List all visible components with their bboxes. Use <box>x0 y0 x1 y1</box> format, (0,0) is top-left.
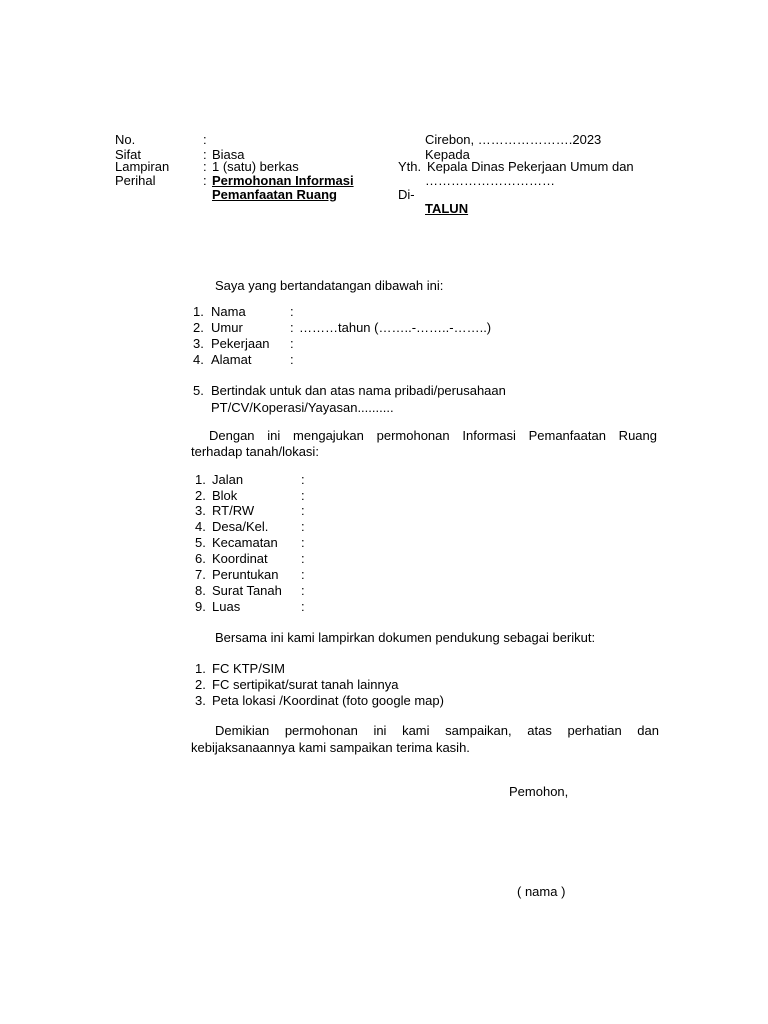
list-item <box>195 599 305 615</box>
list-item <box>195 503 305 519</box>
item-number: 8. <box>195 583 206 598</box>
item-label: Peruntukan <box>212 567 279 582</box>
item-sep: : <box>301 599 305 614</box>
item-number: 5. <box>195 535 206 550</box>
closing-paragraph: Demikian permohonan ini kami sampaikan, atas perhatian dan kebijaksanaannya kami sampaikan terima kasih. <box>191 723 659 755</box>
list-item <box>193 304 294 320</box>
item-value: ………tahun (……..-……..-……..) <box>299 320 492 335</box>
item-sep: : <box>290 336 294 351</box>
meta-sep: : <box>203 147 207 162</box>
list-item <box>195 567 305 583</box>
list-item <box>195 677 399 693</box>
meta-sep: : <box>203 173 207 188</box>
list-item <box>193 336 294 352</box>
di: Di- <box>398 187 415 202</box>
item-sep: : <box>301 488 305 503</box>
list-item <box>193 320 492 336</box>
attachments-intro: Bersama ini kami lampirkan dokumen pendukung sebagai berikut: <box>215 630 596 645</box>
item-sep: : <box>301 535 305 550</box>
item-label: RT/RW <box>212 503 255 518</box>
list-item <box>195 472 305 488</box>
item-sep: : <box>301 567 305 582</box>
item-number: 4. <box>195 519 206 534</box>
list-item <box>195 583 305 599</box>
meta-value-subject: Pemanfaatan Ruang <box>212 187 337 202</box>
item-number: 5. <box>193 383 204 398</box>
item-text: Peta lokasi /Koordinat (foto google map) <box>212 693 444 708</box>
meta-sep: : <box>203 132 207 147</box>
list-item <box>195 693 444 709</box>
list-item <box>193 352 294 368</box>
item-sep: : <box>301 519 305 534</box>
item-number: 3. <box>193 336 204 351</box>
item-sep: : <box>290 320 294 335</box>
item-sep: : <box>301 583 305 598</box>
city: TALUN <box>425 201 469 216</box>
meta-value: 1 (satu) berkas <box>212 159 299 174</box>
item5-line1: Bertindak untuk dan atas nama pribadi/perusahaan <box>211 383 506 398</box>
list-item <box>195 519 305 535</box>
item-label: Kecamatan <box>212 535 278 550</box>
item-sep: : <box>301 472 305 487</box>
date-line: Cirebon, ………………….2023 <box>425 132 602 147</box>
item-number: 2. <box>195 488 206 503</box>
item-number: 4. <box>193 352 204 367</box>
item-label: Luas <box>212 599 241 614</box>
meta-value-subject: Permohonan Informasi <box>212 173 354 188</box>
item-number: 1. <box>195 661 206 676</box>
item-sep: : <box>301 551 305 566</box>
meta-label: No. <box>115 132 136 147</box>
request-paragraph: Dengan ini mengajukan permohonan Informasi Pemanfaatan Ruang terhadap tanah/lokasi: <box>191 428 657 459</box>
item-number: 3. <box>195 693 206 708</box>
item-number: 6. <box>195 551 206 566</box>
item-label: Surat Tanah <box>212 583 282 598</box>
item-number: 1. <box>193 304 204 319</box>
list-item <box>195 488 305 504</box>
meta-row-no <box>115 132 207 148</box>
list-item-5 <box>193 383 506 399</box>
item-sep: : <box>301 503 305 518</box>
recipient-line1: Kepala Dinas Pekerjaan Umum dan <box>427 159 634 174</box>
kepada: Kepada <box>425 147 470 162</box>
meta-row-perihal <box>115 173 354 189</box>
signature-title: Pemohon, <box>509 784 569 799</box>
item-label: Umur <box>211 320 243 335</box>
item-number: 3. <box>195 503 206 518</box>
meta-label: Sifat <box>115 147 142 162</box>
item-label: Jalan <box>212 472 244 487</box>
item-text: FC KTP/SIM <box>212 661 285 676</box>
item-text: FC sertipikat/surat tanah lainnya <box>212 677 399 692</box>
item-label: Desa/Kel. <box>212 519 269 534</box>
item-sep: : <box>290 304 294 319</box>
item-label: Koordinat <box>212 551 268 566</box>
item-label: Nama <box>211 304 246 319</box>
item-number: 7. <box>195 567 206 582</box>
meta-label: Perihal <box>115 173 156 188</box>
meta-value: Biasa <box>212 147 245 162</box>
yth-prefix: Yth. <box>398 159 422 174</box>
recipient-line2: ………………………… <box>425 173 555 188</box>
intro-text: Saya yang bertandatangan dibawah ini: <box>215 278 444 293</box>
list-item <box>195 551 305 567</box>
item-label: Alamat <box>211 352 252 367</box>
item-label: Blok <box>212 488 238 503</box>
item-number: 9. <box>195 599 206 614</box>
item-number: 1. <box>195 472 206 487</box>
item-sep: : <box>290 352 294 367</box>
list-item <box>195 535 305 551</box>
item-label: Pekerjaan <box>211 336 270 351</box>
list-item <box>195 661 285 677</box>
meta-sep: : <box>203 159 207 174</box>
item-number: 2. <box>193 320 204 335</box>
item-number: 2. <box>195 677 206 692</box>
item5-line2: PT/CV/Koperasi/Yayasan.......... <box>211 400 394 415</box>
meta-label: Lampiran <box>115 159 170 174</box>
signature-name: ( nama ) <box>517 884 566 899</box>
